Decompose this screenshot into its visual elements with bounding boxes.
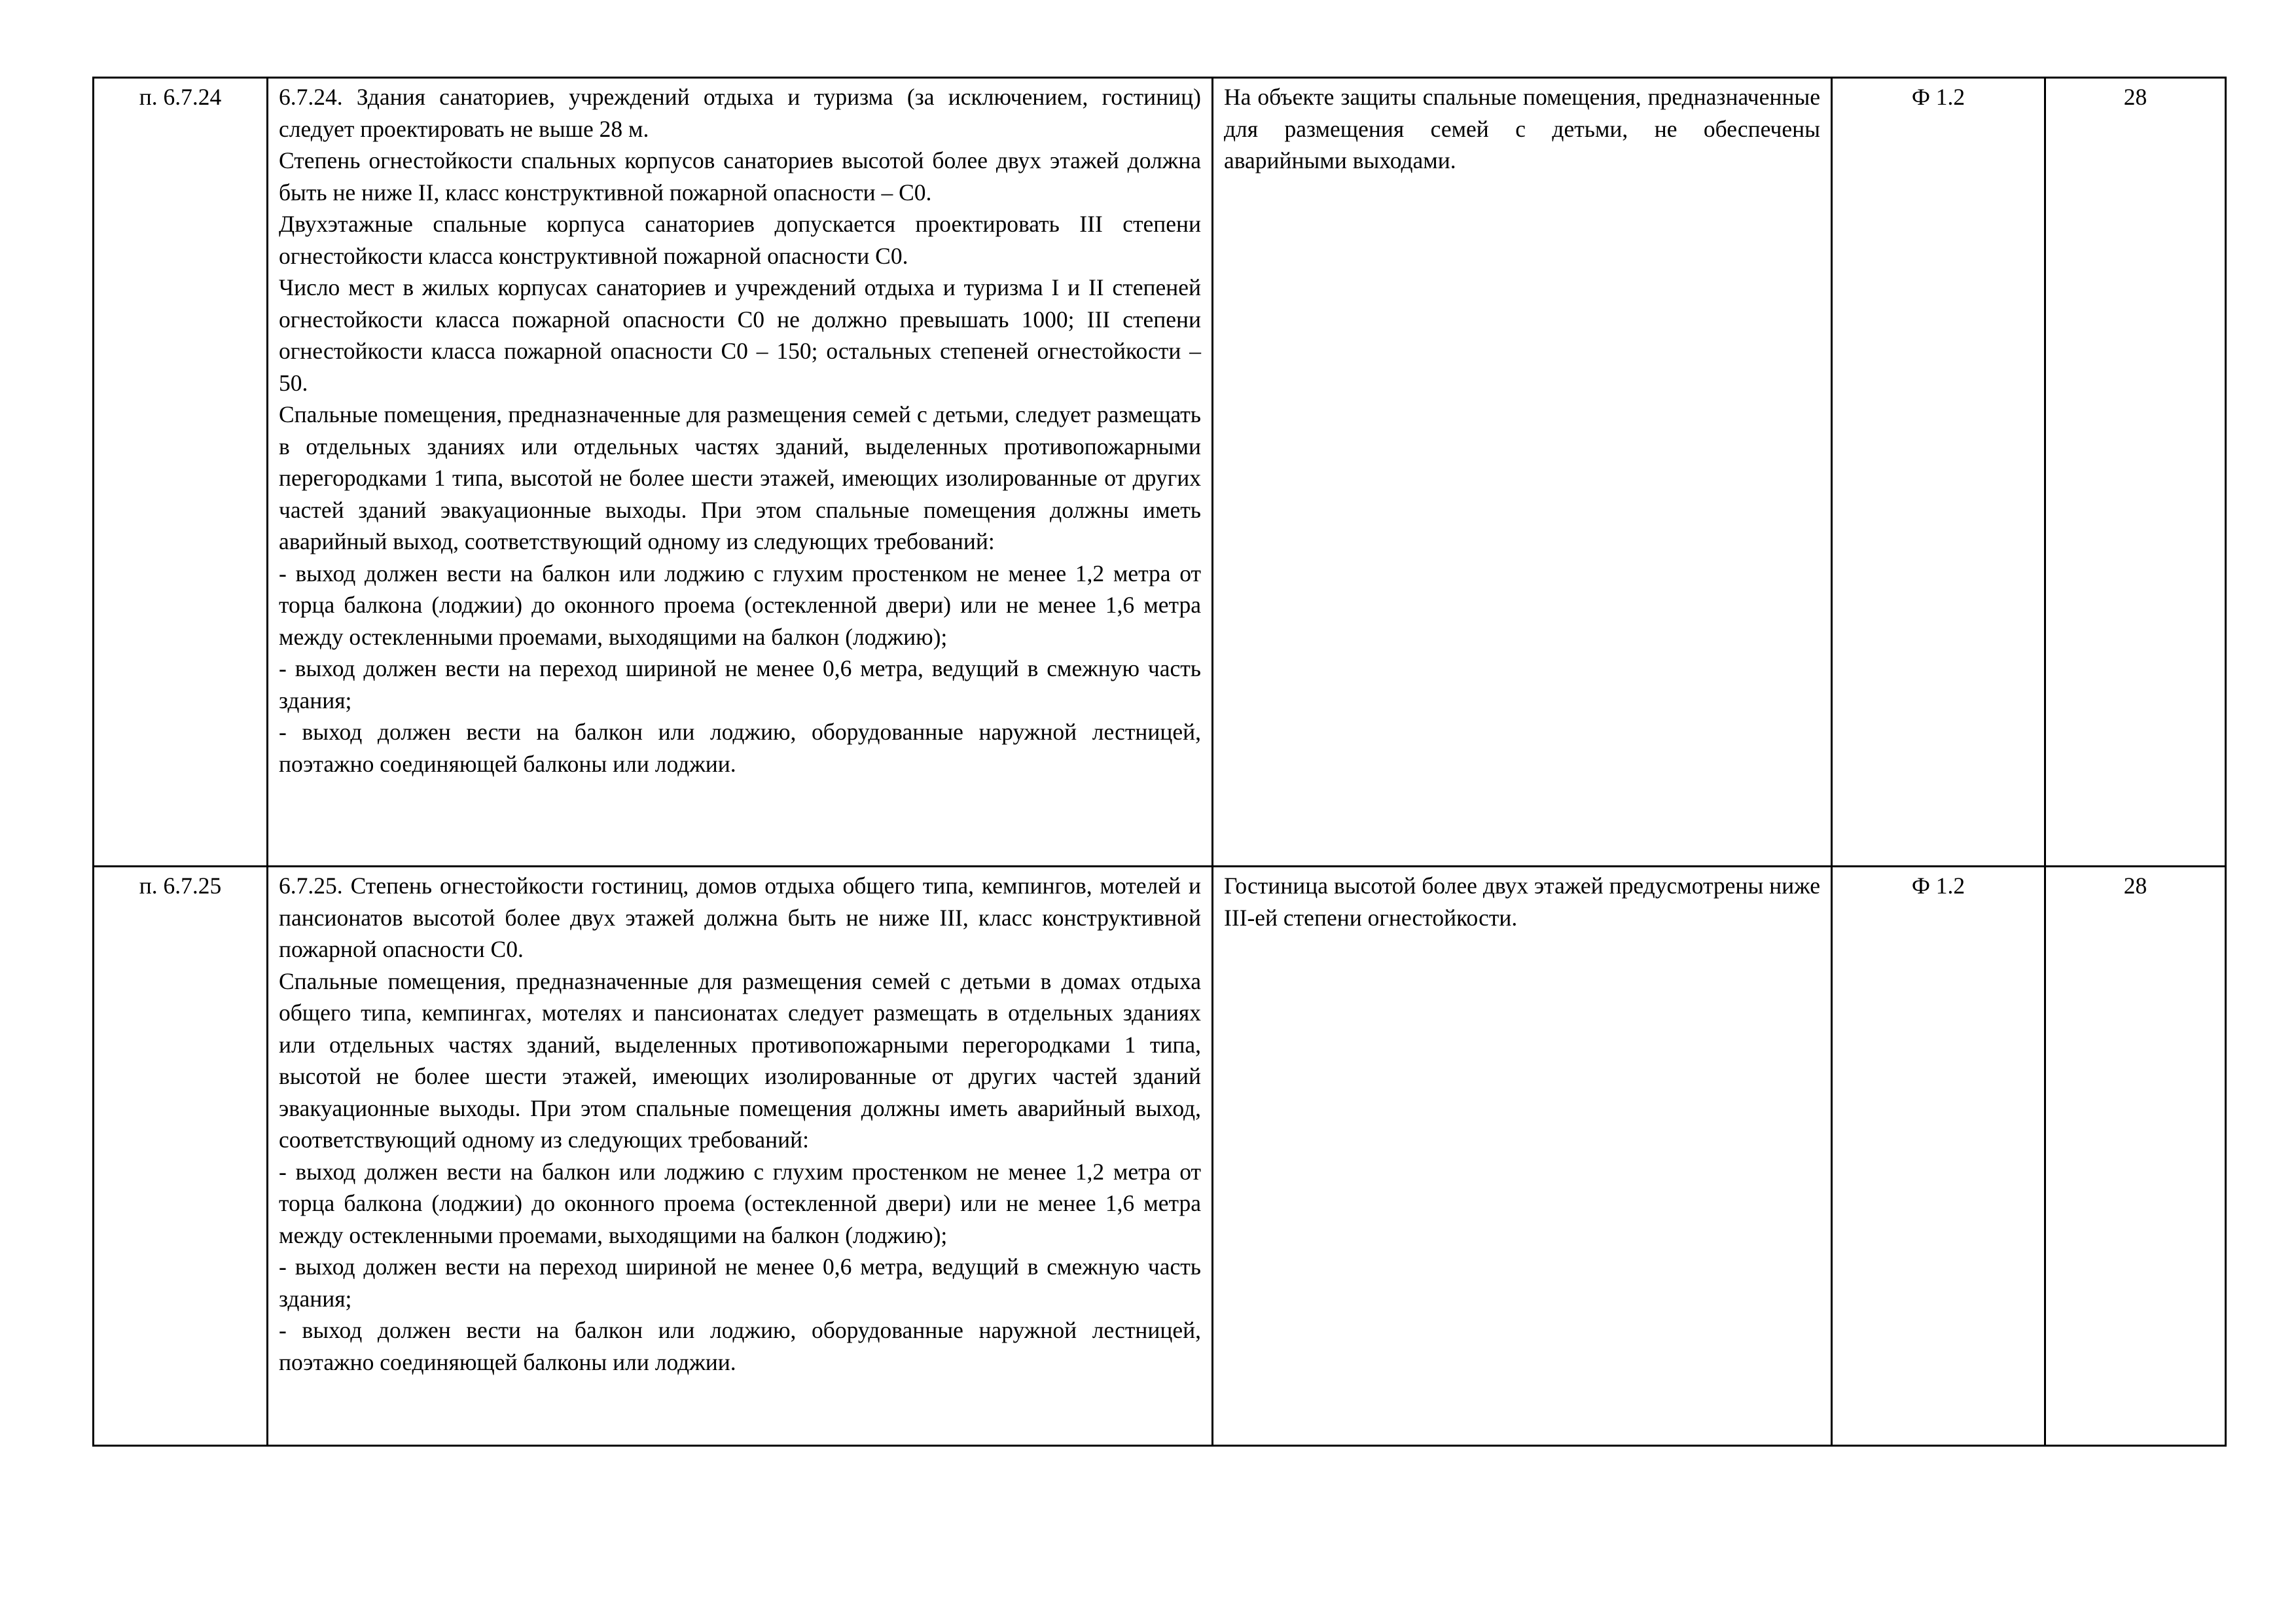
functional-class-cell: Ф 1.2 bbox=[1832, 78, 2045, 867]
requirement-cell bbox=[268, 867, 1213, 1446]
number-cell: 28 bbox=[2045, 78, 2226, 867]
requirement-cell bbox=[268, 78, 1213, 867]
requirement-paragraph: Спальные помещения, предназначенные для размещения семей с детьми, следует размещать в отдельных зданиях или отдельных частях зданий, выделенных противопожарными перегородками 1 типа, высотой не более шести этажей, имеющих изолированные от других частей зданий эвакуационные выходы. При этом спальные помещения должны иметь аварийный выход, соответствующий одному из следующих требований: bbox=[279, 401, 1201, 554]
violation-text: Гостиница высотой более двух этажей предусмотрены ниже III-ей степени огнестойкости. bbox=[1224, 873, 1820, 931]
requirement-paragraph: - выход должен вести на балкон или лоджию, оборудованные наружной лестницей, поэтажно соединяющей балконы или лоджии. bbox=[279, 1317, 1201, 1375]
functional-class-cell: Ф 1.2 bbox=[1832, 867, 2045, 1446]
requirement-paragraph: Двухэтажные спальные корпуса санаториев допускается проектировать III степени огнестойкости класса конструктивной пожарной опасности С0. bbox=[279, 211, 1201, 269]
requirement-paragraph: Спальные помещения, предназначенные для размещения семей с детьми в домах отдыха общего типа, кемпингах, мотелях и пансионатах следует размещать в отдельных зданиях или отдельных частях зданий, выделенных противопожарными перегородками 1 типа, высотой не более шести этажей, имеющих изолированные от других частей зданий эвакуационные выходы. При этом спальные помещения должны иметь аварийный выход, соответствующий одному из следующих требований: bbox=[279, 967, 1201, 1153]
norm-reference-cell: п. 6.7.25 bbox=[94, 867, 268, 1446]
violation-cell bbox=[1213, 78, 1832, 867]
number-cell: 28 bbox=[2045, 867, 2226, 1446]
requirement-paragraph: - выход должен вести на балкон или лоджию с глухим простенком не менее 1,2 метра от торца балкона (лоджии) до оконного проема (остекленной двери) или не менее 1,6 метра между остекленными проемами, выходящими на балкон (лоджию); bbox=[279, 560, 1201, 650]
requirement-paragraph: Число мест в жилых корпусах санаториев и учреждений отдыха и туризма I и II степеней огнестойкости класса пожарной опасности С0 не должно превышать 1000; III степени огнестойкости класса пожарной опасности С0 – 150; остальных степеней огнестойкости – 50. bbox=[279, 274, 1201, 396]
violations-table bbox=[92, 77, 2227, 1447]
table-row bbox=[94, 78, 2226, 867]
violation-text: На объекте защиты спальные помещения, предназначенные для размещения семей с детьми, не обеспечены аварийными выходами. bbox=[1224, 84, 1820, 173]
requirement-paragraph: - выход должен вести на переход шириной не менее 0,6 метра, ведущий в смежную часть здания; bbox=[279, 1254, 1201, 1312]
requirement-paragraph: - выход должен вести на переход шириной не менее 0,6 метра, ведущий в смежную часть здания; bbox=[279, 655, 1201, 713]
requirement-paragraph: - выход должен вести на балкон или лоджию, оборудованные наружной лестницей, поэтажно соединяющей балконы или лоджии. bbox=[279, 719, 1201, 777]
violation-cell bbox=[1213, 867, 1832, 1446]
requirement-paragraph: - выход должен вести на балкон или лоджию с глухим простенком не менее 1,2 метра от торца балкона (лоджии) до оконного проема (остекленной двери) или не менее 1,6 метра между остекленными проемами, выходящими на балкон (лоджию); bbox=[279, 1158, 1201, 1248]
requirement-paragraph: Степень огнестойкости спальных корпусов санаториев высотой более двух этажей должна быть не ниже II, класс конструктивной пожарной опасности – С0. bbox=[279, 147, 1201, 206]
requirement-paragraph: 6.7.25. Степень огнестойкости гостиниц, домов отдыха общего типа, кемпингов, мотелей и пансионатов высотой более двух этажей должна быть не ниже III, класс конструктивной пожарной опасности С0. bbox=[279, 873, 1201, 962]
table-row bbox=[94, 867, 2226, 1446]
requirement-paragraph: 6.7.24. Здания санаториев, учреждений отдыха и туризма (за исключением, гостиниц) следует проектировать не выше 28 м. bbox=[279, 84, 1201, 142]
norm-reference-cell: п. 6.7.24 bbox=[94, 78, 268, 867]
